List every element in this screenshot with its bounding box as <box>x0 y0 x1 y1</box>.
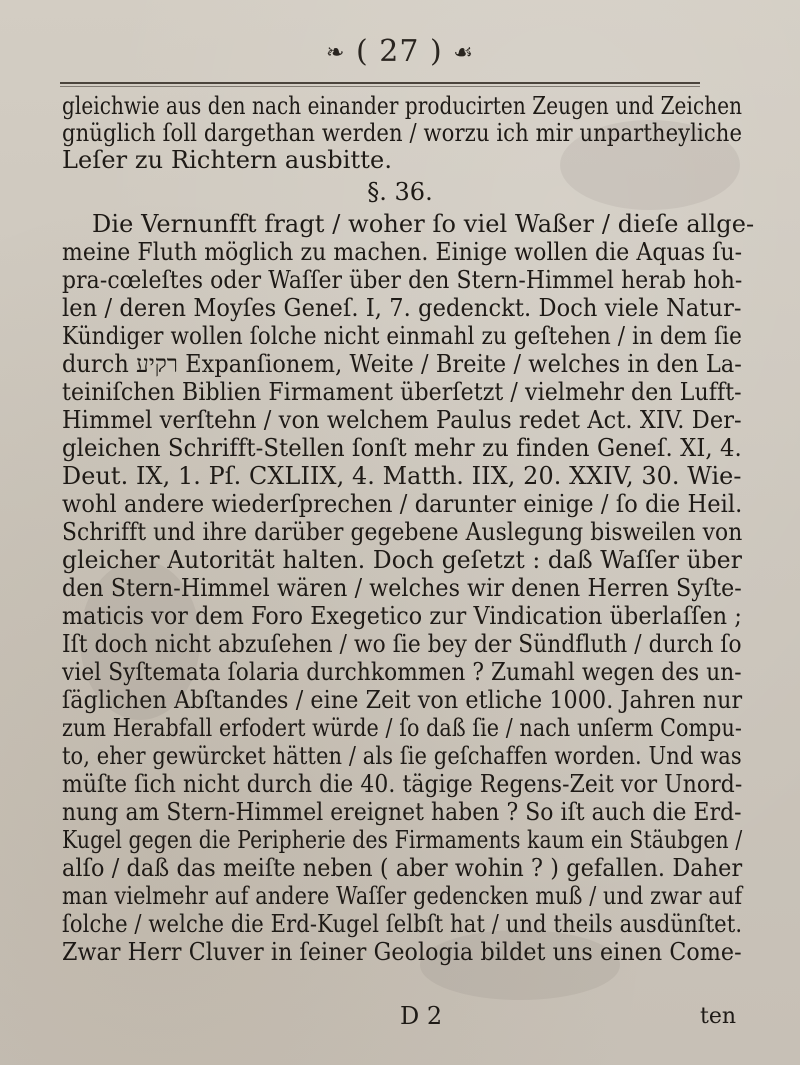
page-number: ( 27 ) <box>356 34 443 69</box>
text-line: Leſer zu Richtern ausbitte. <box>62 146 393 174</box>
text-line: Die Vernunfft fragt / woher ſo viel Waßer / dieſe allge- <box>92 210 755 238</box>
text-line: durch רקיע Expanſionem, Weite / Breite / welches in den La- <box>62 350 742 378</box>
text-line: gnüglich ſoll dargethan werden / worzu ich mir unpartheyliche <box>62 119 743 147</box>
left-ornament: ❧ <box>326 40 346 66</box>
text-line: to, eher gewürcket hätten / als ſie geſchaffen worden. Und was <box>62 742 742 770</box>
text-line: gleichwie aus den nach einander producirten Zeugen und Zeichen <box>62 92 743 120</box>
text-line: den Stern-Himmel wären / welches wir denen Herren Syſte- <box>62 574 742 602</box>
text-line: len / deren Moyſes Geneſ. I, 7. gedenckt. Doch viele Natur- <box>62 294 742 322</box>
text-line: müſte ſich nicht durch die 40. tägige Regens-Zeit vor Unord- <box>62 770 743 798</box>
text-line: Schrifft und ihre darüber gegebene Auslegung bisweilen von <box>62 518 743 546</box>
text-line: zum Herabfall erfodert würde / ſo daß ſie / nach unſerm Compu- <box>62 714 742 742</box>
text-line: ſäglichen Abſtandes / eine Zeit von etliche 1000. Jahren nur <box>62 686 743 714</box>
text-line: Iſt doch nicht abzuſehen / wo ſie bey der Sündfluth / durch ſo <box>62 630 742 658</box>
text-line: Kugel gegen die Peripherie des Firmaments kaum ein Stäubgen / <box>62 826 743 854</box>
text-line: alſo / daß das meiſte neben ( aber wohin ? ) gefallen. Daher <box>62 854 743 882</box>
section-heading: §. 36. <box>367 178 433 206</box>
catchword: ten <box>700 1004 737 1029</box>
page-header <box>0 34 800 69</box>
text-line: Deut. IX, 1. Pſ. CXLIIX, 4. Matth. IIX, 20. XXIV, 30. Wie- <box>62 462 742 490</box>
text-line: maticis vor dem Foro Exegetico zur Vindication überlaſſen ; <box>62 602 742 630</box>
text-line: Himmel verſtehn / von welchem Paulus redet Act. XIV. Der- <box>62 406 742 434</box>
text-line: Kündiger wollen ſolche nicht einmahl zu geſtehen / in dem ſie <box>62 322 742 350</box>
text-line: ſolche / welche die Erd-Kugel ſelbſt hat / und theils ausdünſtet. <box>62 910 743 938</box>
signature-mark: D 2 <box>400 1002 443 1030</box>
text-line: Zwar Herr Cluver in ſeiner Geologia bildet uns einen Come- <box>62 938 742 966</box>
text-line: pra-cœleſtes oder Waſſer über den Stern-Himmel herab hoh- <box>62 266 743 294</box>
text-line: nung am Stern-Himmel ereignet haben ? So iſt auch die Erd- <box>62 798 742 826</box>
text-line: wohl andere wiederſprechen / darunter einige / ſo die Heil. <box>62 490 743 518</box>
text-line: gleicher Autorität halten. Doch geſetzt : daß Waſſer über <box>62 546 743 574</box>
text-line: man vielmehr auf andere Waſſer gedencken muß / und zwar auf <box>62 882 743 910</box>
header-rule-secondary <box>60 86 700 87</box>
text-line: viel Syſtemata ſolaria durchkommen ? Zumahl wegen des un- <box>62 658 742 686</box>
text-line: teiniſchen Biblien Firmament überſetzt / vielmehr den Lufft- <box>62 378 742 406</box>
right-ornament: ☙ <box>453 40 474 66</box>
header-rule <box>60 82 700 84</box>
text-line: meine Fluth möglich zu machen. Einige wollen die Aquas ſu- <box>62 238 743 266</box>
text-line: gleichen Schrifft-Stellen ſonſt mehr zu finden Geneſ. XI, 4. <box>62 434 742 462</box>
